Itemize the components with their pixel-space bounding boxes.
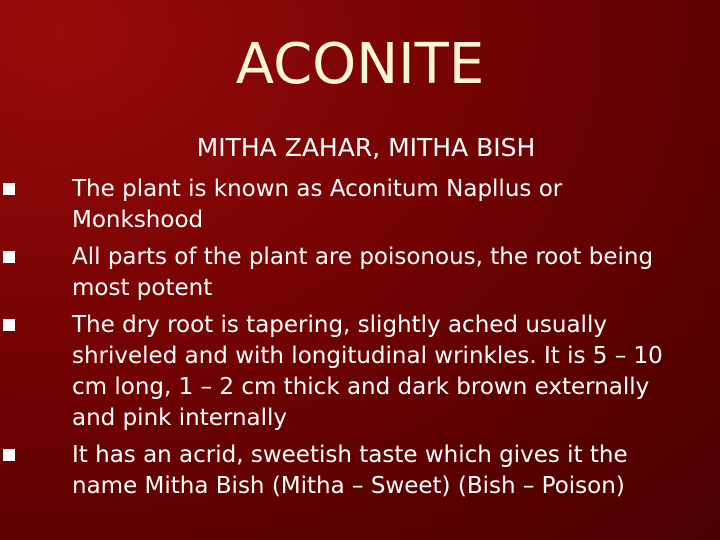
square-bullet-icon: [3, 319, 15, 331]
bullet-item: [56, 310, 696, 434]
square-bullet-icon: [3, 183, 15, 195]
square-bullet-icon: [3, 251, 15, 263]
bullet-text: The dry root is tapering, slightly ached usually shriveled and with longitudinal wrinkles. It is 5 – 10 cm long, 1 – 2 cm thick and dark brown externally and pink internally: [72, 312, 663, 431]
slide-subtitle: MITHA ZAHAR, MITHA BISH: [196, 133, 536, 162]
bullet-item: [56, 174, 696, 236]
bullet-item: [56, 242, 696, 304]
bullet-text: It has an acrid, sweetish taste which gives it the name Mitha Bish (Mitha – Sweet) (Bish – Poison): [72, 442, 628, 499]
bullet-text: The plant is known as Aconitum Napllus or Monkshood: [72, 176, 563, 233]
slide-title: ACONITE: [235, 32, 485, 97]
square-bullet-icon: [3, 449, 15, 461]
bullet-item: [56, 440, 696, 502]
bullet-text: All parts of the plant are poisonous, the root being most potent: [72, 244, 654, 301]
bullet-list: [56, 174, 696, 508]
